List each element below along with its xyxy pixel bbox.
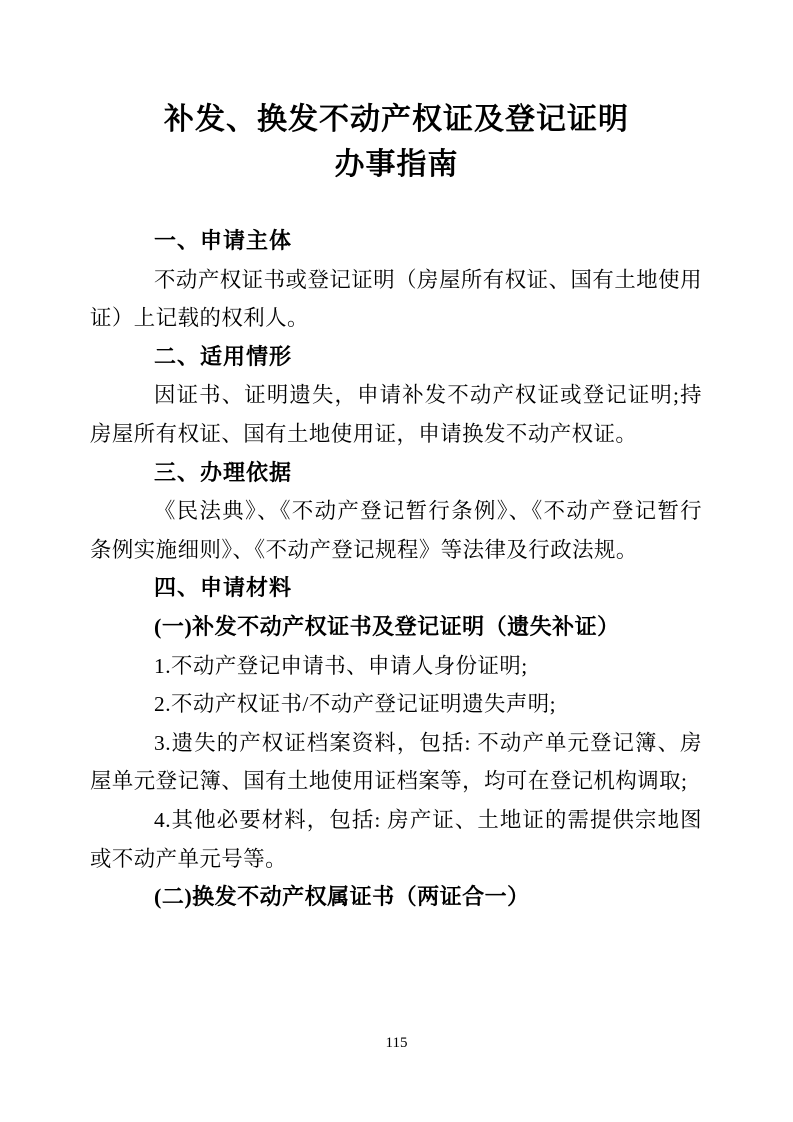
document-title-line-2: 办事指南 [334, 148, 459, 181]
subsection-heading-1: (一)补发不动产权证书及登记证明（遗失补证） [154, 613, 620, 639]
page-number: 115 [385, 1035, 408, 1051]
section-heading-3: 三、办理依据 [154, 459, 293, 485]
paragraph: 《民法典》、《不动产登记暂行条例》、《不动产登记暂行条例实施细则》、《不动产登记规程》等法律及行政法规。 [90, 499, 702, 562]
numbered-item-2: 2.不动产权证书/不动产登记证明遗失声明; [154, 692, 557, 717]
document-title [0, 97, 793, 187]
section-heading-2: 二、适用情形 [154, 343, 293, 369]
numbered-item-4: 4.其他必要材料，包括: 房产证、土地证的需提供宗地图或不动产单元号等。 [90, 807, 702, 871]
document-title-line-1: 补发、换发不动产权证及登记证明 [164, 103, 629, 136]
section-heading-1: 一、申请主体 [154, 228, 293, 253]
subsection-heading-2: (二)换发不动产权属证书（两证合一） [154, 884, 530, 910]
paragraph: 因证书、证明遗失，申请补发不动产权证或登记证明;持房屋所有权证、国有土地使用证，申请换发不动产权证。 [90, 383, 702, 446]
numbered-item-1: 1.不动产登记申请书、申请人身份证明; [154, 653, 528, 678]
paragraph: 不动产权证书或登记证明（房屋所有权证、国有土地使用证）上记载的权利人。 [90, 267, 702, 331]
numbered-item-3: 3.遗失的产权证档案资料，包括: 不动产单元登记簿、房屋单元登记簿、国有土地使用证档案等，均可在登记机构调取; [90, 730, 702, 794]
section-heading-4: 四、申请材料 [154, 575, 293, 601]
document-body [90, 222, 702, 917]
